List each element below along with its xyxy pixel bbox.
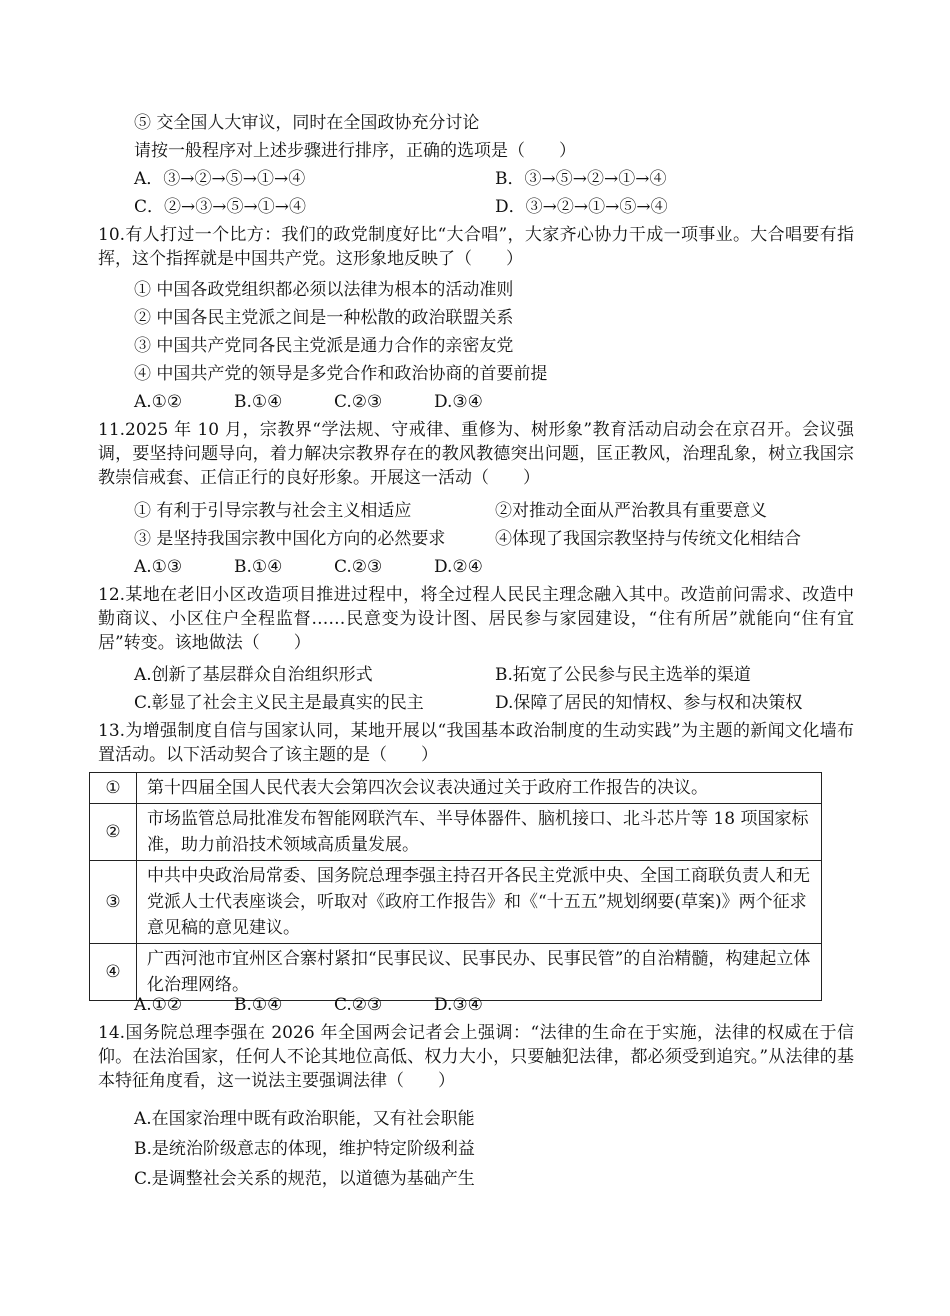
table-row: [90, 804, 822, 861]
q11-item-4: ④体现了我国宗教坚持与传统文化相结合: [495, 529, 801, 549]
q13-row-3-num: ③: [90, 861, 137, 944]
q11-stem: 11.2025 年 10 月，宗教界“学法规、守戒律、重修为、树形象”教育活动启动会在京召开。会议强调，要坚持问题导向，着力解决宗教界存在的教风教德突出问题，匡正教风，治理乱象，树立我国宗教崇信戒套、正信正行的良好形象。开展这一活动（ ）: [98, 420, 854, 488]
q10-option-b: B.①④: [234, 392, 283, 412]
q12-option-b: B.拓宽了公民参与民主选举的渠道: [495, 665, 751, 685]
q12-option-a: A.创新了基层群众自治组织形式: [134, 665, 373, 685]
q9-option-c: C．②→③→⑤→①→④: [134, 197, 306, 217]
q14-option-b: B.是统治阶级意志的体现，维护特定阶级利益: [134, 1139, 475, 1159]
q11-item-2: ②对推动全面从严治教具有重要意义: [495, 501, 767, 521]
q10-option-a: A.①②: [134, 392, 183, 412]
q13-option-d: D.③④: [434, 995, 483, 1015]
q11-item-3: ③ 是坚持我国宗教中国化方向的必然要求: [134, 529, 446, 549]
q9-step5: ⑤ 交全国人大审议，同时在全国政协充分讨论: [134, 113, 480, 133]
q13-options: [134, 993, 534, 1017]
q12-option-c: C.彰显了社会主义民主是最真实的民主: [134, 693, 424, 713]
q11-option-c: C.②③: [334, 557, 383, 577]
q10-option-c: C.②③: [334, 392, 383, 412]
q13-stem: 13.为增强制度自信与国家认同，某地开展以“我国基本政治制度的生动实践”为主题的新闻文化墙布置活动。以下活动契合了该主题的是（ ）: [98, 721, 854, 765]
q13-option-b: B.①④: [234, 995, 283, 1015]
q13-table: [89, 772, 822, 1001]
q14-option-a: A.在国家治理中既有政治职能，又有社会职能: [134, 1109, 475, 1129]
q11-item-1: ① 有利于引导宗教与社会主义相适应: [134, 501, 412, 521]
table-row: [90, 773, 822, 804]
q9-prompt: 请按一般程序对上述步骤进行排序，正确的选项是（ ）: [134, 141, 576, 161]
q13-row-4-text: 广西河池市宜州区合寨村紧扣“民事民议、民事民办、民事民管”的自治精髓，构建起立体化治理网络。: [137, 944, 822, 1001]
q13-row-2-text: 市场监管总局批准发布智能网联汽车、半导体器件、脑机接口、北斗芯片等 18 项国家标准，助力前沿技术领域高质量发展。: [137, 804, 822, 861]
q9-option-a: A．③→②→⑤→①→④: [134, 169, 306, 189]
q14-stem: 14.国务院总理李强在 2026 年全国两会记者会上强调：“法律的生命在于实施，法律的权威在于信仰。在法治国家，任何人不论其地位高低、权力大小，只要触犯法律，都必须受到追究。”从法律的基本特征角度看，这一说法主要强调法律（ ）: [98, 1023, 854, 1091]
q9-option-d: D．③→②→①→⑤→④: [495, 197, 668, 217]
q13-row-1-num: ①: [90, 773, 137, 804]
q12-option-d: D.保障了居民的知情权、参与权和决策权: [495, 693, 803, 713]
q13-row-4-num: ④: [90, 944, 137, 1001]
q14-option-c: C.是调整社会关系的规范，以道德为基础产生: [134, 1169, 475, 1189]
table-row: [90, 944, 822, 1001]
q10-option-d: D.③④: [434, 392, 483, 412]
q11-option-b: B.①④: [234, 557, 283, 577]
q10-item-4: ④ 中国共产党的领导是多党合作和政治协商的首要前提: [134, 364, 548, 384]
table-row: [90, 861, 822, 944]
q13-option-a: A.①②: [134, 995, 183, 1015]
q13-row-2-num: ②: [90, 804, 137, 861]
q10-options: [134, 390, 534, 414]
q10-item-1: ① 中国各政党组织都必须以法律为根本的活动准则: [134, 280, 514, 300]
q12-stem: 12.某地在老旧小区改造项目推进过程中，将全过程人民民主理念融入其中。改造前问需求、改造中勤商议、小区住户全程监督……民意变为设计图、居民参与家园建设，“住有所居”就能向“住有宜居”转变。该地做法（ ）: [98, 585, 854, 653]
q9-option-b: B．③→⑤→②→①→④: [495, 169, 667, 189]
q13-row-1-text: 第十四届全国人民代表大会第四次会议表决通过关于政府工作报告的决议。: [137, 773, 822, 804]
q13-option-c: C.②③: [334, 995, 383, 1015]
q10-stem: 10.有人打过一个比方：我们的政党制度好比“大合唱”，大家齐心协力干成一项事业。大合唱要有指挥，这个指挥就是中国共产党。这形象地反映了（ ）: [98, 225, 854, 269]
q11-options: [134, 555, 534, 579]
q13-row-3-text: 中共中央政治局常委、国务院总理李强主持召开各民主党派中央、全国工商联负责人和无党派人士代表座谈会，听取对《政府工作报告》和《“十五五”规划纲要(草案)》两个征求意见稿的意见建议。: [137, 861, 822, 944]
q10-item-2: ② 中国各民主党派之间是一种松散的政治联盟关系: [134, 308, 514, 328]
q10-item-3: ③ 中国共产党同各民主党派是通力合作的亲密友党: [134, 336, 514, 356]
q11-option-d: D.②④: [434, 557, 483, 577]
q11-option-a: A.①③: [134, 557, 183, 577]
